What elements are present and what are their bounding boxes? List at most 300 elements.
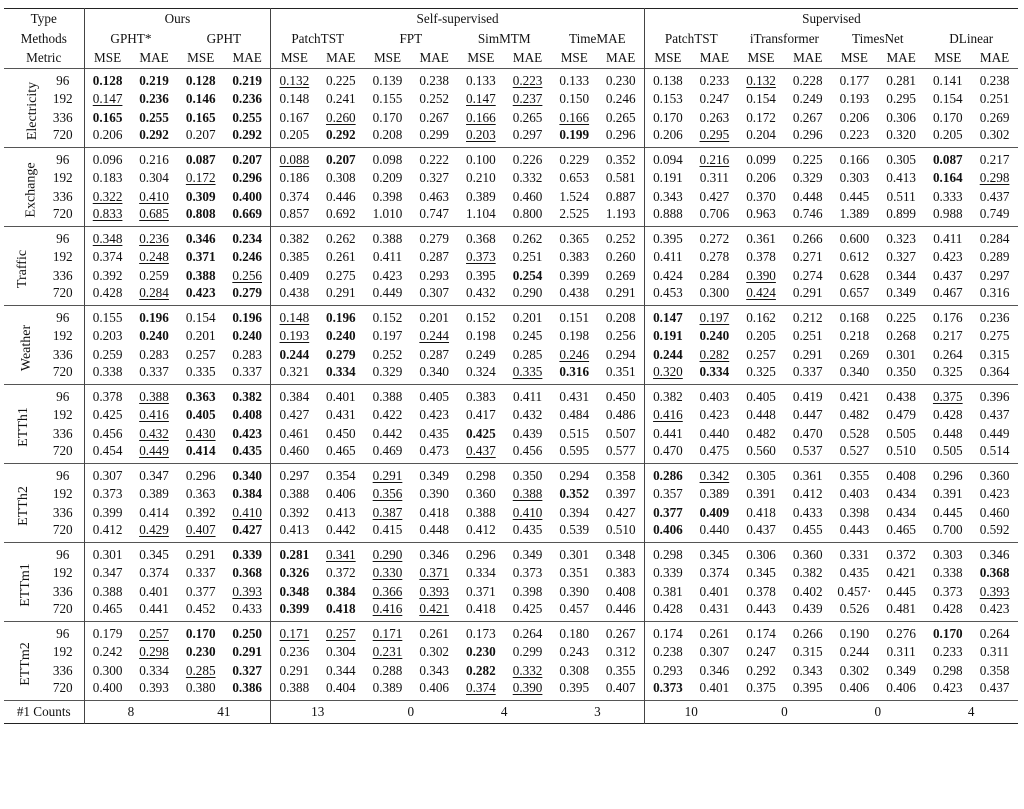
mae-value xyxy=(131,247,178,266)
value-text: 0.236 xyxy=(139,231,169,246)
mae-value xyxy=(784,227,831,248)
value-text: 0.403 xyxy=(839,485,870,501)
value-text: 0.263 xyxy=(699,109,730,125)
value-text: 0.393 xyxy=(979,583,1010,599)
value-text: 0.418 xyxy=(419,504,450,520)
value-text: 0.327 xyxy=(419,169,450,185)
mse-value xyxy=(364,69,411,90)
mse-value xyxy=(924,127,971,148)
value-text: 0.225 xyxy=(325,73,356,88)
value-text: 0.378 xyxy=(746,248,776,264)
mse-value xyxy=(458,168,505,187)
value-text: 0.304 xyxy=(139,169,169,185)
value-text: 0.306 xyxy=(886,109,916,125)
value-text: 0.284 xyxy=(979,231,1010,246)
mse-value xyxy=(177,127,224,148)
value-text: 0.139 xyxy=(372,73,403,88)
mae-value xyxy=(317,326,364,345)
mse-value xyxy=(551,582,598,601)
value-text: 0.410 xyxy=(232,504,262,520)
value-text: 0.191 xyxy=(653,169,683,185)
mae-value xyxy=(598,306,645,327)
mse-value xyxy=(924,385,971,406)
mae-value xyxy=(411,443,458,464)
dataset-name: ETTh2 xyxy=(15,485,31,526)
mae-value xyxy=(504,285,551,306)
value-text: 0.296 xyxy=(605,127,636,142)
value-text: 0.283 xyxy=(232,346,262,362)
value-text: 0.399 xyxy=(92,504,123,520)
value-text: 0.207 xyxy=(325,152,356,167)
value-text: 0.222 xyxy=(419,152,450,167)
mae-value xyxy=(317,168,364,187)
value-text: 0.260 xyxy=(605,248,636,264)
value-text: 0.380 xyxy=(185,680,216,695)
value-text: 0.312 xyxy=(605,643,636,659)
mse-value xyxy=(84,543,131,564)
mse-value xyxy=(644,563,691,582)
value-text: 0.236 xyxy=(232,90,262,106)
value-text: 0.411 xyxy=(933,231,963,246)
value-text: 0.292 xyxy=(232,127,262,142)
value-text: 0.210 xyxy=(466,169,496,185)
mse-value xyxy=(551,601,598,622)
value-text: 0.749 xyxy=(979,206,1010,221)
value-text: 0.325 xyxy=(932,364,963,379)
header-type-label: Type xyxy=(4,9,84,29)
mae-value xyxy=(131,148,178,169)
value-text: 0.208 xyxy=(605,310,636,325)
value-text: 0.406 xyxy=(839,680,870,695)
mae-value xyxy=(317,108,364,127)
value-text: 0.368 xyxy=(466,231,496,246)
mae-value xyxy=(224,443,271,464)
value-text: 0.384 xyxy=(279,389,310,404)
mse-value xyxy=(364,89,411,108)
metric-mse-header: MSE xyxy=(187,50,215,66)
mse-value xyxy=(924,148,971,169)
horizon-cell: 336 xyxy=(42,582,84,601)
value-text: 0.657 xyxy=(839,285,870,300)
mse-value xyxy=(924,69,971,90)
value-text: 0.432 xyxy=(466,285,496,300)
mse-value xyxy=(84,326,131,345)
mse-value xyxy=(924,187,971,206)
mae-value xyxy=(317,405,364,424)
value-text: 0.166 xyxy=(559,109,590,125)
table-row xyxy=(4,642,1018,661)
mse-value xyxy=(924,266,971,285)
value-text: 0.365 xyxy=(559,231,590,246)
table-row xyxy=(4,345,1018,364)
mae-value xyxy=(598,187,645,206)
value-text: 0.510 xyxy=(605,522,636,537)
value-text: 0.418 xyxy=(466,601,496,616)
value-text: 0.302 xyxy=(979,127,1010,142)
value-text: 0.423 xyxy=(372,267,403,283)
value-text: 0.275 xyxy=(979,327,1010,343)
value-text: 0.146 xyxy=(185,90,216,106)
mse-value xyxy=(271,127,318,148)
value-text: 0.423 xyxy=(185,285,216,300)
mae-value xyxy=(784,484,831,503)
dataset-label-cell xyxy=(4,385,42,464)
mse-value xyxy=(924,227,971,248)
value-text: 0.316 xyxy=(979,285,1010,300)
mse-value xyxy=(831,285,878,306)
mse-value xyxy=(177,227,224,248)
value-text: 0.437 xyxy=(979,406,1010,422)
table-row xyxy=(4,187,1018,206)
value-text: 0.505 xyxy=(932,443,963,458)
mae-value xyxy=(504,168,551,187)
value-text: 0.259 xyxy=(92,346,123,362)
mse-value xyxy=(458,601,505,622)
value-text: 0.262 xyxy=(325,231,356,246)
mse-value xyxy=(924,522,971,543)
mae-value xyxy=(411,148,458,169)
mse-value xyxy=(831,405,878,424)
value-text: 0.421 xyxy=(839,389,870,404)
value-text: 0.454 xyxy=(92,443,123,458)
mse-value xyxy=(551,622,598,643)
dataset-name: Traffic xyxy=(15,249,31,288)
value-text: 0.304 xyxy=(325,643,356,659)
mse-value xyxy=(738,503,785,522)
value-text: 0.243 xyxy=(559,643,590,659)
value-text: 0.432 xyxy=(139,425,169,441)
mse-value xyxy=(458,285,505,306)
mae-value xyxy=(971,405,1018,424)
mse-value xyxy=(177,206,224,227)
value-text: 0.133 xyxy=(559,73,590,88)
mae-value xyxy=(878,405,925,424)
value-text: 0.423 xyxy=(699,406,730,422)
mae-value xyxy=(317,89,364,108)
mae-value xyxy=(411,227,458,248)
value-text: 0.539 xyxy=(559,522,590,537)
value-text: 0.348 xyxy=(279,583,310,599)
value-text: 0.453 xyxy=(653,285,683,300)
value-text: 0.388 xyxy=(139,389,169,404)
mae-value xyxy=(504,503,551,522)
value-text: 0.364 xyxy=(979,364,1010,379)
value-text: 0.396 xyxy=(979,389,1010,404)
value-text: 0.332 xyxy=(512,169,543,185)
mse-value xyxy=(831,563,878,582)
value-text: 0.418 xyxy=(325,601,356,616)
value-text: 0.327 xyxy=(232,662,262,678)
value-text: 0.340 xyxy=(419,364,450,379)
table-row xyxy=(4,206,1018,227)
value-text: 0.248 xyxy=(139,248,169,264)
mae-value xyxy=(784,69,831,90)
value-text: 0.264 xyxy=(932,346,963,362)
table-row xyxy=(4,622,1018,643)
mse-value xyxy=(551,464,598,485)
value-text: 0.128 xyxy=(92,73,123,88)
mse-value xyxy=(831,247,878,266)
value-text: 0.383 xyxy=(466,389,496,404)
value-text: 0.298 xyxy=(653,547,683,562)
value-text: 0.242 xyxy=(92,643,123,659)
mse-value xyxy=(831,326,878,345)
value-text: 0.450 xyxy=(325,425,356,441)
mse-value xyxy=(271,443,318,464)
value-text: 0.375 xyxy=(746,680,776,695)
value-text: 0.290 xyxy=(512,285,543,300)
value-text: 0.404 xyxy=(325,680,356,695)
mse-value xyxy=(644,503,691,522)
metric-mse-header: MSE xyxy=(280,50,308,66)
mse-value xyxy=(364,247,411,266)
horizon-cell: 720 xyxy=(42,364,84,385)
value-text: 0.349 xyxy=(886,285,916,300)
mse-value xyxy=(738,464,785,485)
mae-value xyxy=(411,285,458,306)
mae-value xyxy=(317,206,364,227)
value-text: 0.448 xyxy=(746,406,776,422)
value-text: 0.295 xyxy=(886,90,916,106)
mae-value xyxy=(878,127,925,148)
value-text: 0.373 xyxy=(466,248,496,264)
mae-value xyxy=(224,642,271,661)
mse-value xyxy=(177,385,224,406)
value-text: 0.437 xyxy=(979,188,1010,204)
value-text: 0.197 xyxy=(699,310,730,325)
value-text: 0.433 xyxy=(232,601,262,616)
mae-value xyxy=(691,168,738,187)
horizon-cell: 192 xyxy=(42,405,84,424)
count-value: 4 xyxy=(924,701,1018,724)
mae-value xyxy=(971,69,1018,90)
mse-value xyxy=(364,601,411,622)
mae-value xyxy=(504,661,551,680)
value-text: 0.390 xyxy=(559,583,590,599)
value-text: 0.296 xyxy=(792,127,823,142)
value-text: 0.234 xyxy=(232,231,262,246)
table-row xyxy=(4,266,1018,285)
value-text: 0.395 xyxy=(792,680,823,695)
type-group-1: Self-supervised xyxy=(271,9,645,29)
value-text: 0.291 xyxy=(279,662,310,678)
mae-value xyxy=(131,522,178,543)
mae-value xyxy=(131,227,178,248)
mae-value xyxy=(598,69,645,90)
value-text: 0.403 xyxy=(699,389,730,404)
value-text: 0.388 xyxy=(185,267,216,283)
mse-value xyxy=(738,622,785,643)
mse-value xyxy=(831,661,878,680)
value-text: 0.240 xyxy=(325,327,356,343)
value-text: 0.205 xyxy=(932,127,963,142)
value-text: 0.427 xyxy=(279,406,310,422)
mae-value xyxy=(598,601,645,622)
value-text: 0.150 xyxy=(559,90,590,106)
value-text: 0.452 xyxy=(185,601,216,616)
mae-value xyxy=(598,622,645,643)
value-text: 0.398 xyxy=(839,504,870,520)
value-text: 0.424 xyxy=(746,285,776,300)
value-text: 0.285 xyxy=(512,346,543,362)
mse-value xyxy=(458,543,505,564)
horizon-cell: 720 xyxy=(42,206,84,227)
value-text: 0.352 xyxy=(559,485,590,501)
mae-value xyxy=(131,385,178,406)
mse-value xyxy=(84,563,131,582)
horizon-cell: 336 xyxy=(42,661,84,680)
mse-value xyxy=(924,424,971,443)
value-text: 0.899 xyxy=(886,206,916,221)
mse-value xyxy=(644,285,691,306)
mae-value xyxy=(317,661,364,680)
value-text: 0.283 xyxy=(139,346,169,362)
value-text: 0.299 xyxy=(419,127,450,142)
mae-value xyxy=(317,680,364,701)
value-text: 0.346 xyxy=(979,547,1010,562)
mae-value xyxy=(971,187,1018,206)
dataset-name: Exchange xyxy=(23,161,39,218)
value-text: 0.423 xyxy=(419,406,450,422)
mse-value xyxy=(644,227,691,248)
value-text: 0.361 xyxy=(746,231,776,246)
value-text: 0.265 xyxy=(512,109,543,125)
value-text: 0.339 xyxy=(653,564,683,580)
value-text: 0.141 xyxy=(932,73,963,88)
mse-value xyxy=(364,285,411,306)
value-text: 0.212 xyxy=(792,310,823,325)
mse-value xyxy=(644,148,691,169)
mse-value xyxy=(458,364,505,385)
mae-value xyxy=(131,69,178,90)
value-text: 0.457· xyxy=(837,583,872,599)
value-text: 0.437 xyxy=(466,443,496,458)
mse-value xyxy=(831,89,878,108)
table-row xyxy=(4,503,1018,522)
horizon-cell: 336 xyxy=(42,345,84,364)
value-text: 0.373 xyxy=(92,485,123,501)
mae-value xyxy=(878,326,925,345)
value-text: 0.449 xyxy=(139,443,169,458)
value-text: 0.292 xyxy=(139,127,169,142)
mae-value xyxy=(784,563,831,582)
value-text: 0.345 xyxy=(139,547,169,562)
value-text: 0.445 xyxy=(839,188,870,204)
mse-value xyxy=(551,326,598,345)
value-text: 0.298 xyxy=(466,468,496,483)
value-text: 0.428 xyxy=(932,601,963,616)
mse-value xyxy=(84,364,131,385)
mae-value xyxy=(224,187,271,206)
metric-mae-header: MAE xyxy=(598,49,645,69)
value-text: 0.445 xyxy=(932,504,963,520)
mse-value xyxy=(551,345,598,364)
mse-value xyxy=(644,168,691,187)
mse-value xyxy=(831,306,878,327)
value-text: 0.323 xyxy=(886,231,916,246)
value-text: 0.293 xyxy=(419,267,450,283)
value-text: 0.368 xyxy=(232,564,262,580)
mse-value xyxy=(924,285,971,306)
mse-value xyxy=(84,582,131,601)
horizon-cell: 96 xyxy=(42,69,84,90)
value-text: 0.398 xyxy=(372,188,403,204)
value-text: 0.206 xyxy=(653,127,683,142)
value-text: 0.298 xyxy=(932,662,963,678)
value-text: 0.402 xyxy=(792,583,823,599)
mae-value xyxy=(971,484,1018,503)
mse-value xyxy=(84,503,131,522)
value-text: 0.291 xyxy=(232,643,262,659)
value-text: 0.244 xyxy=(839,643,870,659)
value-text: 0.394 xyxy=(559,504,590,520)
metric-mse-header: MSE xyxy=(840,50,868,66)
value-text: 0.460 xyxy=(279,443,310,458)
mae-value xyxy=(598,484,645,503)
metric-mse-header: MSE xyxy=(373,50,402,66)
value-text: 0.368 xyxy=(979,564,1010,580)
value-text: 0.419 xyxy=(792,389,823,404)
mae-value xyxy=(971,127,1018,148)
mse-value xyxy=(271,642,318,661)
horizon-cell: 720 xyxy=(42,443,84,464)
value-text: 0.465 xyxy=(325,443,356,458)
value-text: 0.442 xyxy=(372,425,403,441)
type-group-2: Supervised xyxy=(802,10,861,26)
mse-value xyxy=(644,266,691,285)
mse-value xyxy=(84,443,131,464)
horizon-cell: 96 xyxy=(42,227,84,248)
value-text: 0.321 xyxy=(279,364,310,379)
value-text: 0.249 xyxy=(792,90,823,106)
value-text: 0.152 xyxy=(466,310,496,325)
value-text: 0.430 xyxy=(185,425,216,441)
mae-value xyxy=(504,443,551,464)
mae-value xyxy=(131,464,178,485)
mse-value xyxy=(364,206,411,227)
value-text: 0.267 xyxy=(605,626,636,641)
mae-value xyxy=(971,206,1018,227)
value-text: 0.147 xyxy=(92,90,123,106)
value-text: 0.431 xyxy=(699,601,730,616)
value-text: 0.320 xyxy=(653,364,683,379)
mse-value xyxy=(831,364,878,385)
mae-value xyxy=(131,405,178,424)
mse-value xyxy=(831,266,878,285)
mae-value xyxy=(411,266,458,285)
value-text: 0.385 xyxy=(279,248,310,264)
mae-value xyxy=(411,484,458,503)
mae-value xyxy=(878,345,925,364)
value-text: 0.245 xyxy=(512,327,543,343)
mse-value xyxy=(738,168,785,187)
mse-value xyxy=(924,345,971,364)
mse-value xyxy=(738,484,785,503)
mae-value xyxy=(224,247,271,266)
mae-value xyxy=(598,148,645,169)
mae-value xyxy=(317,443,364,464)
value-text: 0.342 xyxy=(699,468,730,483)
mae-value xyxy=(411,168,458,187)
value-text: 0.439 xyxy=(512,425,543,441)
mae-value xyxy=(411,503,458,522)
dataset-label-cell xyxy=(4,148,42,227)
value-text: 0.177 xyxy=(839,73,870,88)
value-text: 0.201 xyxy=(419,310,450,325)
horizon-cell: 192 xyxy=(42,563,84,582)
metric-mae-header: MAE xyxy=(699,50,730,66)
value-text: 0.296 xyxy=(232,169,262,185)
